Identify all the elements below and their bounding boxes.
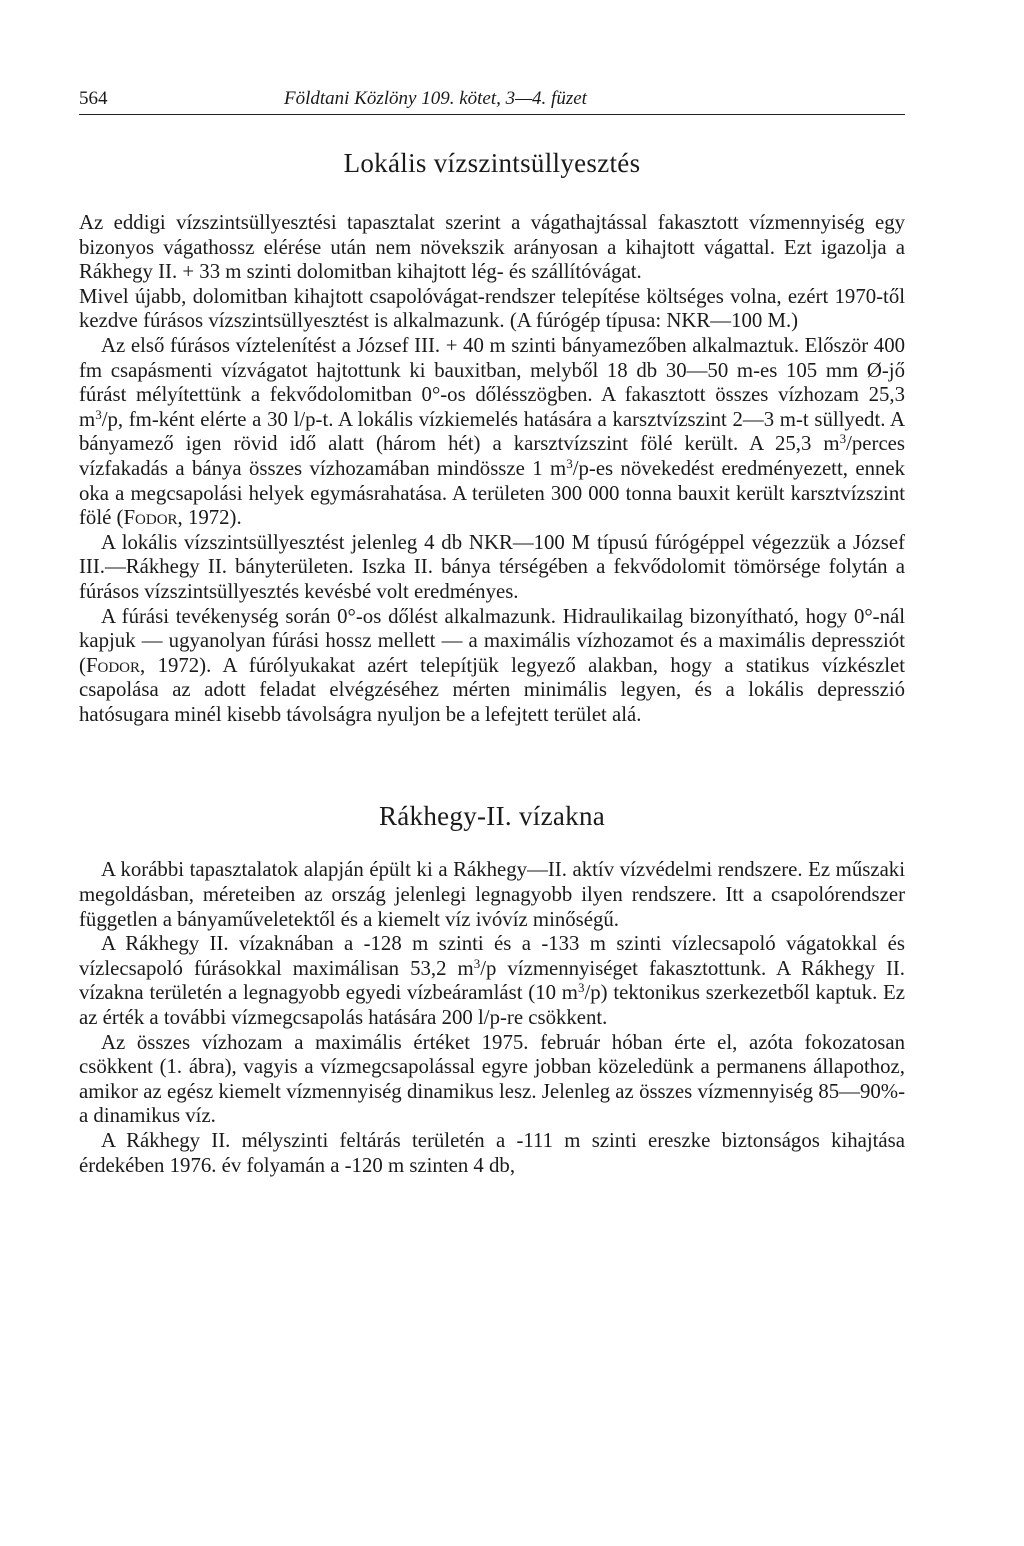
superscript: 3 — [577, 980, 585, 996]
citation-author: Fodor — [85, 653, 141, 677]
superscript: 3 — [95, 406, 102, 422]
citation-author: Fodor — [123, 506, 178, 530]
paragraph-9: A Rákhegy II. mélyszinti feltárás területén a -111 m szinti ereszke biztonságos kihajtása érdekében 1976. év folyamán a -120 m szinten 4 db, — [79, 1129, 905, 1177]
superscript: 3 — [473, 955, 481, 971]
paragraph-7: A Rákhegy II. vízaknában a -128 m szinti és a -133 m szinti vízlecsapoló vágatokkal és vízlecsapoló fúrásokkal maximálisan 53,2 $m^3/p$ vízmennyiséget fakasztottunk. A Rákhegy II. vízakna területén a legnagyobb egyedi vízbeáramlást (10 $m^3/p$) tektonikus szerkezetből kaptuk. Ez az érték a további vízmegcsapolás hatására 200 l/p-re csökkent. — [79, 932, 905, 1030]
paragraph-3: Az első fúrásos víztelenítést a József III. + 40 m szinti bányamezőben alkalmaztuk. Először 400 fm csapásmenti vízvágatot hajtottunk ki bauxitban, melyből 18 db 30—50 m-es 105 mm Ø-jő fúrást mélyítettünk a fekvődolomitban 0°-os dőlésszögben. A fakasztott összes vízhozam 25,3 $m^3/p$, fm-ként elérte a 30 l/p-t. A lokális vízkiemelés hatására a karsztvízszint 2—3 m-t süllyedt. A bányamező igen rövid idő alatt (három hét) a karsztvízszint fölé került. A 25,3 $m^3$/perces vízfakadás a bánya összes vízhozamában mindössze 1 $m^3/p-es$ növekedést eredményezett, ennek oka a megcsapolási helyek egymásrahatása. A területen 300 000 tonna bauxit került karsztvízszint fölé (Fodor, 1972). — [79, 333, 905, 530]
section-heading-local-drawdown: Lokális vízszintsüllyesztés — [343, 148, 641, 178]
paragraph-2: Mivel újabb, dolomitban kihajtott csapolóvágat-rendszer telepítése költséges volna, ezért 1970-től kezdve fúrásos vízszintsüllyesztést is alkalmazunk. (A fúrógép típusa: NKR—100 M.) — [79, 284, 905, 333]
paragraph-4: A lokális vízszintsüllyesztést jelenleg 4 db NKR—100 M típusú fúrógéppel végezzük a József III.—Rákhegy II. bányterületen. Iszka II. bánya térségében a fekvődolomit tömörsége folytán a fúrásos vízszintsüllyesztés kevésbé volt eredményes. — [79, 530, 905, 603]
running-header — [79, 80, 905, 115]
page-number: 564 — [79, 88, 108, 109]
paragraph-8: Az összes vízhozam a maximális értéket 1975. február hóban érte el, azóta fokozatosan csökkent (1. ábra), vagyis a vízmegcsapolással egyre jobban közeledünk a permanens állapothoz, amikor az egész kiemelt vízmennyiség dinamikus lesz. Jelenleg az összes vízmennyiség 85—90%-a dinamikus víz. — [79, 1030, 905, 1128]
section-heading-water-shaft: Rákhegy-II. vízakna — [378, 801, 606, 832]
superscript: 3 — [839, 431, 847, 447]
page — [79, 80, 905, 1178]
journal-reference: Földtani Közlöny 109. kötet, 3—4. füzet — [284, 88, 587, 109]
superscript: 3 — [566, 455, 573, 471]
paragraph-6: A korábbi tapasztalatok alapján épült ki a Rákhegy—II. aktív vízvédelmi rendszere. Ez műszaki megoldásban, méreteiben az ország jelenlegi legnagyobb ilyen rendszere. Itt a csapolórendszer független a bányaműveletektől és a kiemelt víz ivóvíz minőségű. — [79, 858, 905, 931]
paragraph-1: Az eddigi vízszintsüllyesztési tapasztalat szerint a vágathajtással fakasztott vízmennyiség egy bizonyos vágathossz elérése után nem növekszik arányosan a kihajtott vágattal. Ezt igazolja a Rákhegy II. + 33 m szinti dolomitban kihajtott lég- és szállítóvágat. — [79, 211, 905, 284]
paragraph-5: A fúrási tevékenység során 0°-os dőlést alkalmazunk. Hidraulikailag bizonyítható, hogy 0°-nál kapjuk — ugyanolyan fúrási hossz mellett — a maximális vízhozamot és a maximális depressziót (Fodor, 1972). A fúrólyukakat azért telepítjük legyező alakban, hogy a statikus vízkészlet csapolása az adott feladat elvégzéséhez mérten minimális legyen, és a lokális depresszió hatósugara minél kisebb távolságra nyuljon be a lefejtett terület alá. — [79, 604, 905, 726]
